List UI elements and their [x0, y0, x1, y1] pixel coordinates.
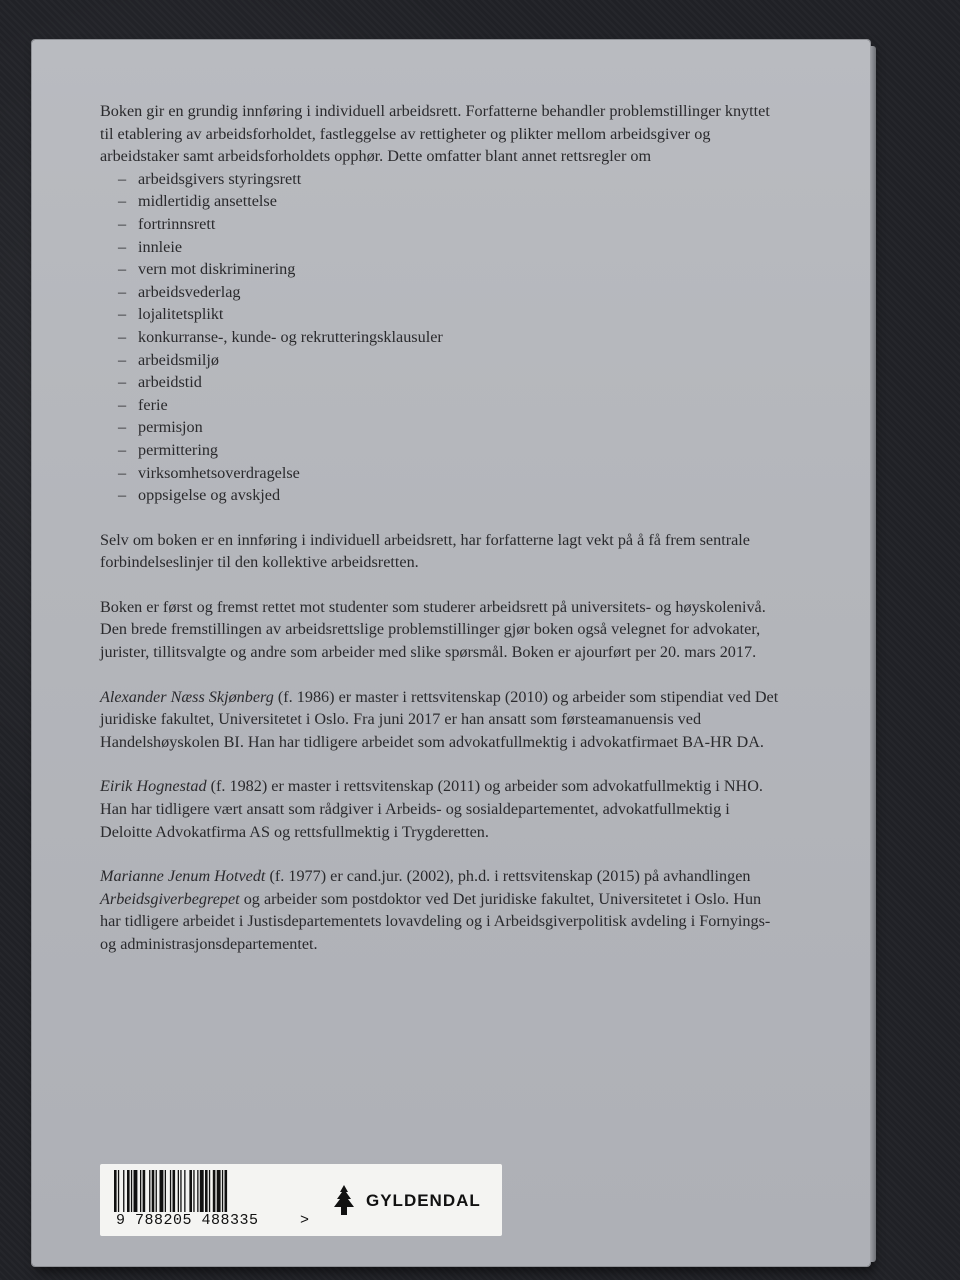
author-bio-hognestad [100, 775, 780, 843]
list-item: – arbeidsgivers styringsrett [118, 168, 780, 191]
publisher-name: GYLDENDAL [366, 1191, 481, 1210]
list-item: – lojalitetsplikt [118, 303, 780, 326]
list-item: – permisjon [118, 416, 780, 439]
list-item: – ferie [118, 394, 780, 417]
list-item: – midlertidig ansettelse [118, 190, 780, 213]
list-item: – arbeidsvederlag [118, 281, 780, 304]
author-name: Eirik Hognestad [100, 777, 207, 796]
author-bio-hotvedt [100, 865, 780, 955]
list-item: – konkurranse-, kunde- og rekrutteringsklausuler [118, 326, 780, 349]
list-item: – arbeidstid [118, 371, 780, 394]
isbn-digits: 9 788205 488335 [116, 1212, 259, 1229]
author-name: Alexander Næss Skjønberg [100, 687, 274, 706]
list-item: – arbeidsmiljø [118, 349, 780, 372]
author-bio-text: og arbeider som postdoktor ved Det juridiske fakultet, Universitetet i Oslo. Hun har tidligere arbeidet i Justisdepartementets lovavdeling og i Arbeidsgiverpolitisk avdeling i Fornyings- og administrasjonsdepartementet. [100, 889, 771, 953]
cover-text [100, 100, 780, 978]
list-item: – oppsigelse og avskjed [118, 484, 780, 507]
intro-paragraph: Boken gir en grundig innføring i individuell arbeidsrett. Forfatterne behandler problemstillinger knyttet til etablering av arbeidsforholdet, fastleggelse av rettigheter og plikter mellom arbeidsgiver og arbeidstaker samt arbeidsforholdets opphør. Dette omfatter blant annet rettsregler om [100, 102, 770, 166]
list-item: – vern mot diskriminering [118, 258, 780, 281]
author-bio-text: (f. 1986) er master i rettsvitenskap (2010) og arbeider som stipendiat ved Det juridiske fakultet, Universitetet i Oslo. Fra juni 2017 er han ansatt som førsteamanuensis ved Handelshøyskolen BI. Han har tidligere arbeidet som advokatfullmektig i advokatfirmaet BA-HR DA. [100, 687, 779, 751]
list-item: – virksomhetsoverdragelse [118, 462, 780, 485]
barcode-label [100, 1164, 502, 1236]
focus-paragraph: Selv om boken er en innføring i individuell arbeidsrett, har forfatterne lagt vekt på å få frem sentrale forbindelseslinjer til den kollektive arbeidsretten. [100, 530, 750, 572]
author-name: Marianne Jenum Hotvedt [100, 867, 266, 886]
audience-paragraph: Boken er først og fremst rettet mot studenter som studerer arbeidsrett på universitets- og høyskolenivå. Den brede fremstillingen av arbeidsrettslige problemstillinger gjør boken også velegnet for advokater, jurister, tillitsvalgte og andre som arbeider med slike spørsmål. Boken er ajourført per 20. mars 2017. [100, 597, 766, 662]
author-bio-skjonberg [100, 686, 780, 754]
publisher-logo [330, 1184, 481, 1218]
spruce-tree-icon [330, 1184, 358, 1218]
list-item: – innleie [118, 236, 780, 259]
barcode-end-marker: > [300, 1212, 310, 1229]
list-item: – fortrinnsrett [118, 213, 780, 236]
list-item: – permittering [118, 439, 780, 462]
topic-list [100, 168, 780, 507]
book-back-cover [32, 40, 870, 1266]
author-bio-text: (f. 1982) er master i rettsvitenskap (2011) og arbeider som advokatfullmektig i NHO. Han har tidligere vært ansatt som rådgiver i Arbeids- og sosialdepartementet, advokatfullmektig i Deloitte Advokatfirma AS og rettsfullmektig i Trygderetten. [100, 777, 763, 841]
thesis-title: Arbeidsgiverbegrepet [100, 889, 240, 908]
author-bio-text: (f. 1977) er cand.jur. (2002), ph.d. i rettsvitenskap (2015) på avhandlingen [265, 867, 751, 886]
